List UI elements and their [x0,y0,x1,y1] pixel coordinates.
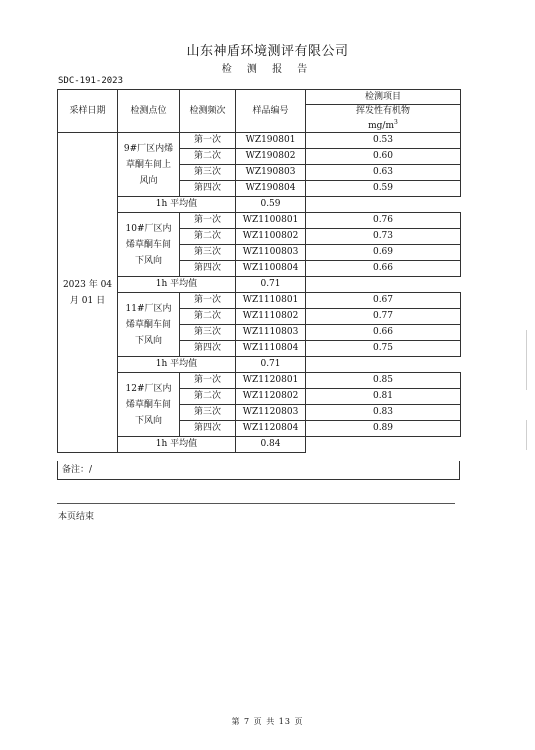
average-row [58,277,461,293]
sample-id-cell: WZ1100802 [236,229,306,245]
sample-id-cell: WZ1110803 [236,325,306,341]
frequency-cell: 第二次 [180,309,236,325]
frequency-cell: 第一次 [180,293,236,309]
average-row [58,197,461,213]
table-row [58,293,461,309]
header-sample-id: 样品编号 [236,90,306,133]
average-label-cell: 1h 平均值 [118,197,236,213]
sample-id-cell: WZ1120802 [236,389,306,405]
average-value-cell: 0.59 [236,197,306,213]
average-value-cell: 0.84 [236,437,306,453]
header-voc [306,105,461,133]
frequency-cell: 第四次 [180,261,236,277]
header-item-group: 检测项目 [306,90,461,105]
sampling-date-cell [58,133,118,453]
location-label: 11#厂区内烯草酮车间下风向 [125,303,172,346]
sample-id-cell: WZ1120804 [236,421,306,437]
sample-id-cell: WZ1110801 [236,293,306,309]
scan-edge-mark [526,420,527,450]
page-number: 第 7 页 共 13 页 [231,717,304,726]
location-label: 9#厂区内烯草酮车间上风向 [123,143,174,186]
location-cell [118,133,180,197]
location-cell [118,213,180,277]
frequency-cell: 第四次 [180,341,236,357]
voc-value-cell: 0.75 [306,341,461,357]
voc-value-cell: 0.77 [306,309,461,325]
average-label-cell: 1h 平均值 [118,437,236,453]
frequency-cell: 第三次 [180,405,236,421]
sample-id-cell: WZ1120803 [236,405,306,421]
unit-exponent: 3 [394,118,398,126]
average-row [58,437,461,453]
voc-value-cell: 0.81 [306,389,461,405]
voc-value-cell: 0.69 [306,245,461,261]
header-location: 检测点位 [118,90,180,133]
average-row [58,357,461,373]
sample-id-cell: WZ190803 [236,165,306,181]
voc-value-cell: 0.60 [306,149,461,165]
header-voc-unit [306,117,460,132]
end-of-page-note: 本页结束 [58,512,95,522]
header-frequency: 检测频次 [180,90,236,133]
location-cell [118,293,180,357]
table-row [58,373,461,389]
voc-value-cell: 0.85 [306,373,461,389]
voc-value-cell: 0.63 [306,165,461,181]
average-label-cell: 1h 平均值 [118,357,236,373]
voc-value-cell: 0.53 [306,133,461,149]
frequency-cell: 第二次 [180,389,236,405]
company-name: 山东神盾环境测评有限公司 [186,44,349,59]
frequency-cell: 第三次 [180,165,236,181]
remark: 备注：/ [57,461,460,480]
average-value-cell: 0.71 [236,277,306,293]
frequency-cell: 第一次 [180,373,236,389]
voc-value-cell: 0.59 [306,181,461,197]
sample-id-cell: WZ190804 [236,181,306,197]
voc-value-cell: 0.83 [306,405,461,421]
frequency-cell: 第三次 [180,245,236,261]
report-title: 检 测 报 告 [221,64,314,75]
results-table [57,89,461,453]
frequency-cell: 第二次 [180,229,236,245]
average-label-cell: 1h 平均值 [118,277,236,293]
frequency-cell: 第二次 [180,149,236,165]
frequency-cell: 第一次 [180,213,236,229]
sample-id-cell: WZ1110804 [236,341,306,357]
divider-line [57,503,455,504]
voc-value-cell: 0.67 [306,293,461,309]
table-row [58,213,461,229]
frequency-cell: 第四次 [180,421,236,437]
document-number: SDC-191-2023 [58,76,124,86]
frequency-cell: 第三次 [180,325,236,341]
location-cell [118,373,180,437]
sampling-date: 2023 年 04 月 01 日 [62,279,113,306]
sample-id-cell: WZ1100801 [236,213,306,229]
frequency-cell: 第四次 [180,181,236,197]
frequency-cell: 第一次 [180,133,236,149]
header-voc-label: 挥发性有机物 [355,105,410,116]
voc-value-cell: 0.89 [306,421,461,437]
sample-id-cell: WZ1100804 [236,261,306,277]
sample-id-cell: WZ190801 [236,133,306,149]
average-value-cell: 0.71 [236,357,306,373]
sample-id-cell: WZ1110802 [236,309,306,325]
table-row [58,133,461,149]
unit-base: mg/m [368,120,395,131]
voc-value-cell: 0.66 [306,261,461,277]
header-sampling-date: 采样日期 [58,90,118,133]
sample-id-cell: WZ1120801 [236,373,306,389]
voc-value-cell: 0.76 [306,213,461,229]
voc-value-cell: 0.73 [306,229,461,245]
sample-id-cell: WZ190802 [236,149,306,165]
location-label: 10#厂区内烯草酮车间下风向 [125,223,172,266]
voc-value-cell: 0.66 [306,325,461,341]
sample-id-cell: WZ1100803 [236,245,306,261]
scan-edge-mark [526,330,527,390]
location-label: 12#厂区内烯草酮车间下风向 [125,383,172,426]
